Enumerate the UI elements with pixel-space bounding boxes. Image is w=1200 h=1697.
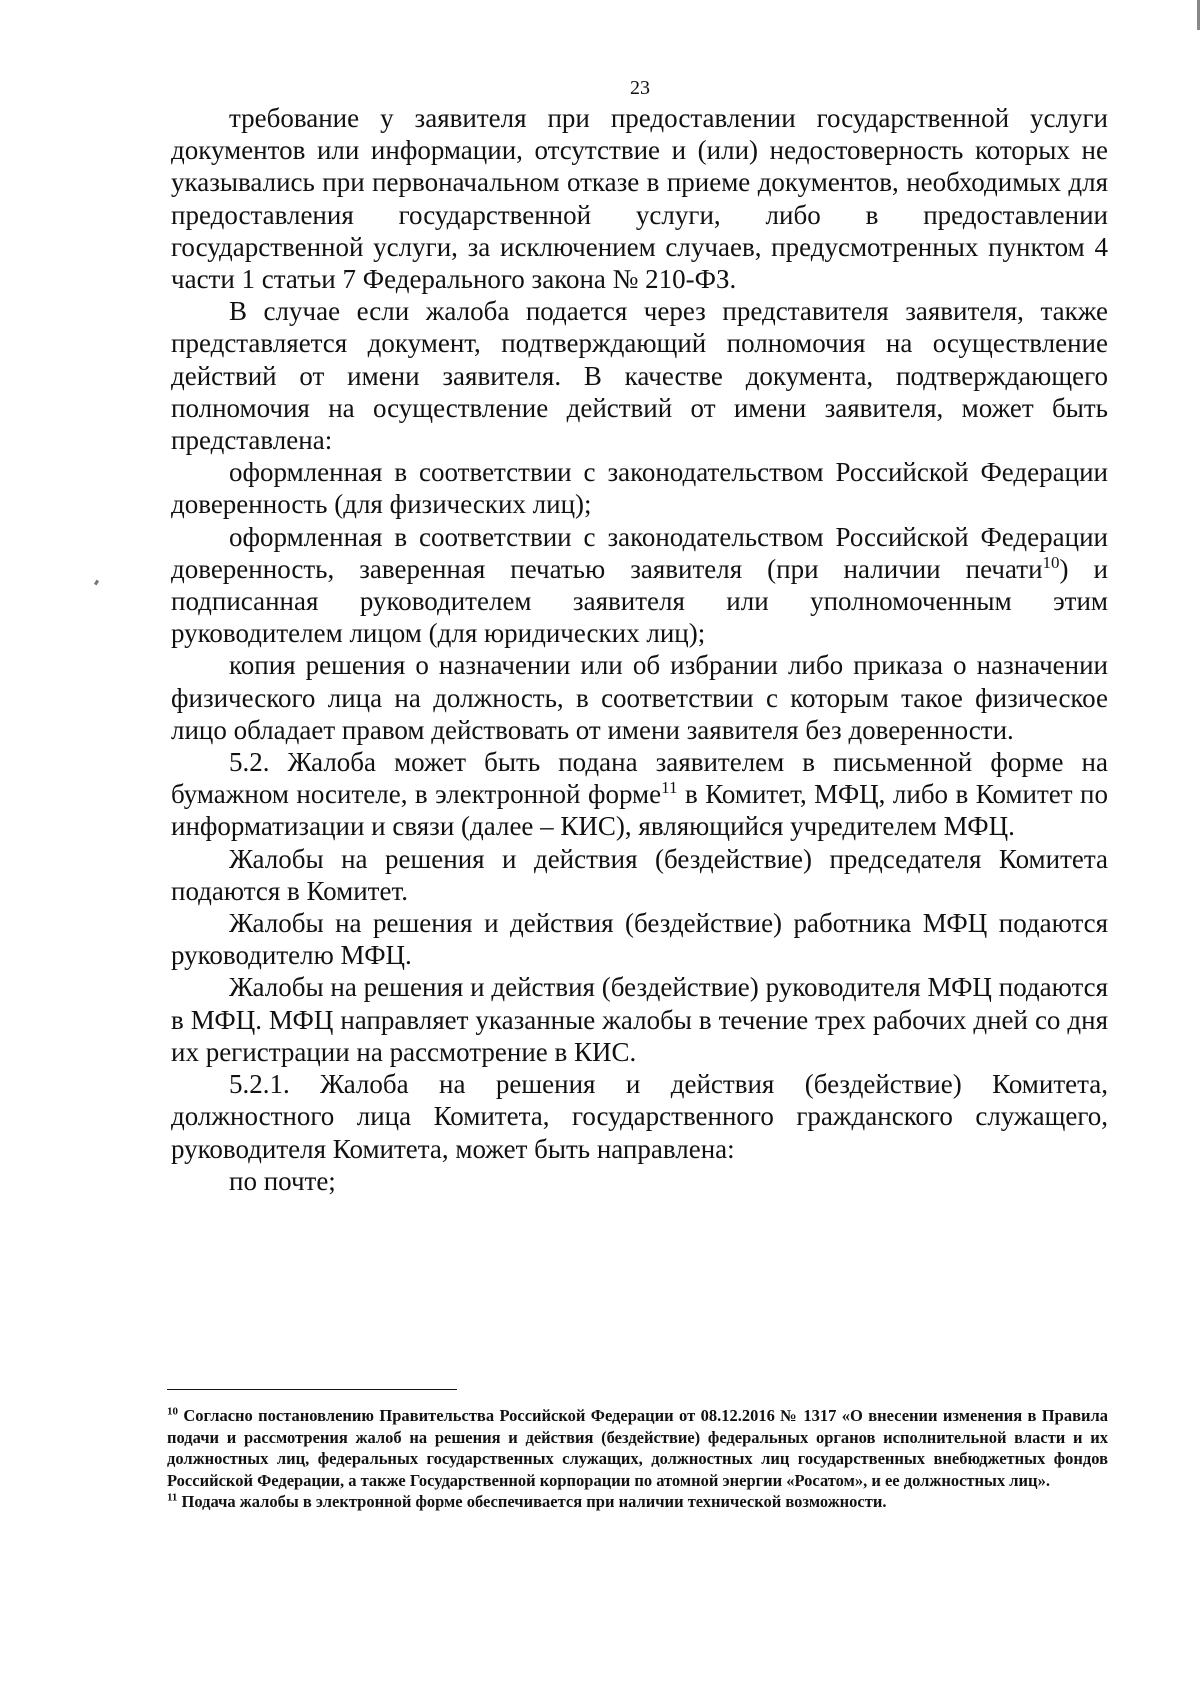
footnote-mark-10: 10 [167,1405,178,1418]
paragraph-4-text-before: оформленная в соответствии с законодательством Российской Федерации доверенность, заверенная печатью заявителя (при наличии печати [171,521,1108,584]
paragraph-2: В случае если жалоба подается через представителя заявителя, также представляется документ, подтверждающий полномочия на осуществление действий от имени заявителя. В качестве документа, подтверждающего полномочия на осуществление действий от имени заявителя, может быть представлена: [171,296,1108,456]
footnote-separator [167,1389,457,1390]
footnote-ref-11: 11 [661,778,678,798]
footnotes [167,1405,1108,1513]
scan-artifact [94,580,99,586]
page-number: 23 [630,77,650,99]
footnote-11-text: Подача жалобы в электронной форме обеспечивается при наличии технической возможности. [177,1492,887,1512]
paragraph-10: 5.2.1. Жалоба на решения и действия (бездействие) Комитета, должностного лица Комитета, государственного гражданского служащего, руководителя Комитета, может быть направлена: [171,1069,1108,1164]
paragraph-1: требование у заявителя при предоставлении государственной услуги документов или информации, отсутствие и (или) недостоверность которых не указывались при первоначальном отказе в приеме документов, необходимых для предоставления государственной услуги, либо в предоставлении государственной услуги, за исключением случаев, предусмотренных пунктом 4 части 1 статьи 7 Федерального закона № 210-ФЗ. [171,103,1108,295]
footnote-mark-11: 11 [167,1491,178,1504]
paragraph-8: Жалобы на решения и действия (бездействие) работника МФЦ подаются руководителю МФЦ. [171,908,1108,971]
paragraph-9: Жалобы на решения и действия (бездействие) руководителя МФЦ подаются в МФЦ. МФЦ направляет указанные жалобы в течение трех рабочих дней со дня их регистрации на рассмотрение в КИС. [171,972,1108,1067]
paragraph-4 [171,521,1108,650]
footnote-ref-10: 10 [1042,552,1060,572]
paragraph-3: оформленная в соответствии с законодательством Российской Федерации доверенность (для физических лиц); [171,457,1108,520]
footnote-11 [167,1491,1108,1513]
footnote-10 [167,1405,1108,1491]
paragraph-7: Жалобы на решения и действия (бездействие) председателя Комитета подаются в Комитет. [171,843,1108,906]
footnote-10-text: Согласно постановлению Правительства Российской Федерации от 08.12.2016 № 1317 «О внесении изменения в Правила подачи и рассмотрения жалоб на решения и действия (бездействие) федеральных органов исполнительной власти и их должностных лиц, федеральных государственных служащих, должностных лиц государственных внебюджетных фондов Российской Федерации, а также Государственной корпорации по атомной энергии «Росатом», и ее должностных лиц». [167,1406,1108,1490]
paragraph-4-text-after: ) и подписанная руководителем заявителя или уполномоченным этим руководителем лицом (для юридических лиц); [171,553,1108,649]
main-text [171,102,1108,1197]
paragraph-6-text-after: в Комитет, МФЦ, либо в Комитет по информатизации и связи (далее – КИС), являющийся учредителем МФЦ. [171,779,1108,842]
paragraph-6 [171,746,1108,843]
paragraph-11: по почте; [229,1165,336,1196]
paragraph-5: копия решения о назначении или об избрании либо приказа о назначении физического лица на должность, в соответствии с которым такое физическое лицо обладает правом действовать от имени заявителя без доверенности. [171,650,1108,745]
paragraph-6-text-before: 5.2. Жалоба может быть подана заявителем в письменной форме на бумажном носителе, в электронной форме [171,747,1108,810]
